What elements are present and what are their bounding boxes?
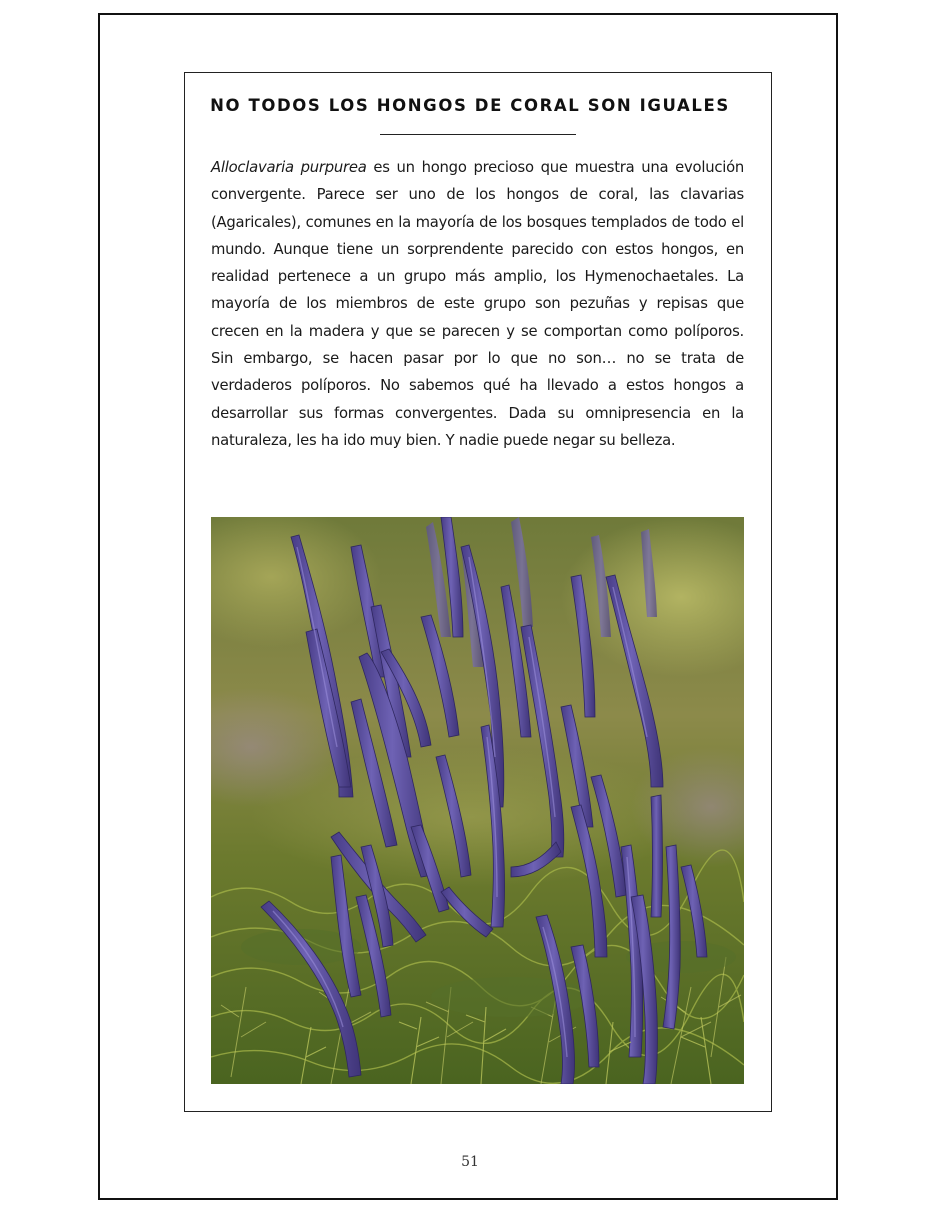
- species-name: Alloclavaria purpurea: [211, 159, 367, 176]
- title-divider: [380, 134, 576, 135]
- fungus-photo: [211, 517, 744, 1084]
- page-number: 51: [461, 1154, 479, 1170]
- sidebar-body-text: [211, 154, 744, 454]
- sidebar-title: NO TODOS LOS HONGOS DE CORAL SON IGUALES: [210, 96, 730, 115]
- body-paragraph: es un hongo precioso que muestra una evolución convergente. Parece ser uno de los hongos de coral, las clavarias (Agaricales), comunes en la mayoría de los bosques templados de todo el mundo. Aunque tiene un sorprendente parecido con estos hongos, en realidad pertenece a un grupo más amplio, los Hymenochaetales. La mayoría de los miembros de este grupo son pezuñas y repisas que crecen en la madera y que se parecen y se comportan como políporos. Sin embargo, se hacen pasar por lo que no son… no se trata de verdaderos políporos. No sabemos qué ha llevado a estos hongos a desarrollar sus formas convergentes. Dada su omnipresencia en la naturaleza, les ha ido muy bien. Y nadie puede negar su belleza.: [211, 159, 744, 449]
